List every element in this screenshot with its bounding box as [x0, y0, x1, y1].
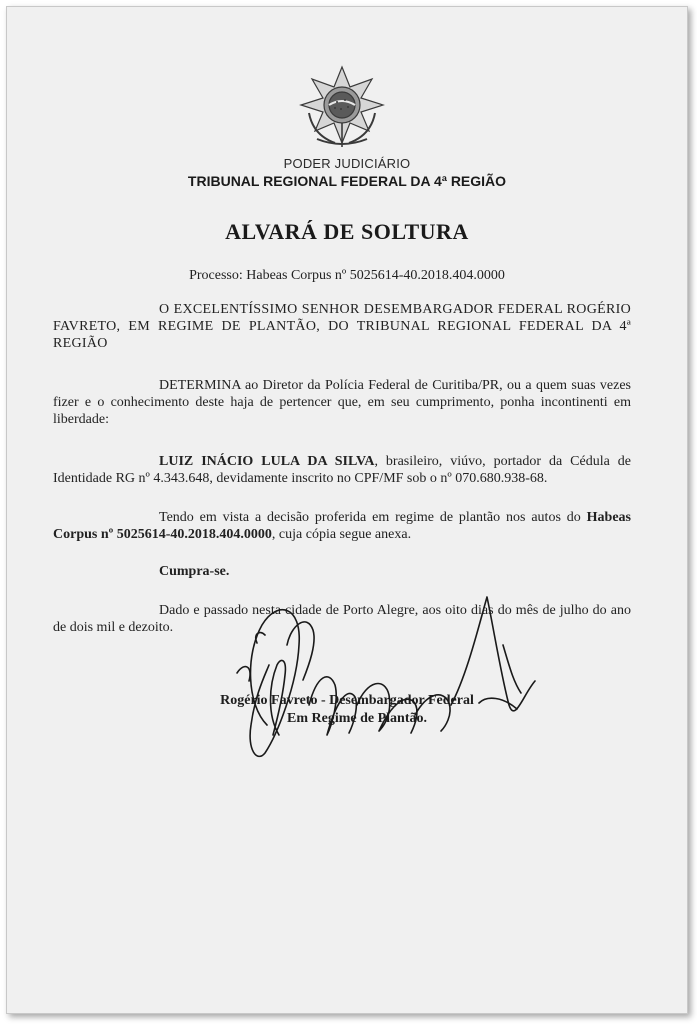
decision-end: , cuja cópia segue anexa. — [271, 527, 412, 542]
paragraph-dado: Dado e passado nesta cidade de Porto Alegre, aos oito dias do mês de julho do ano de dois mil e dezoito. — [53, 603, 631, 635]
authority-heading: PODER JUDICIÁRIO — [283, 156, 411, 171]
document-page — [6, 6, 688, 1014]
brazil-coat-of-arms-icon — [295, 65, 389, 149]
paragraph-authority: O EXCELENTÍSSIMO SENHOR DESEMBARGADOR FEDERAL ROGÉRIO FAVRETO, EM REGIME DE PLANTÃO, DO TRIBUNAL REGIONAL FEDERAL DA 4ª REGIÃO — [53, 302, 631, 351]
document-title: ALVARÁ DE SOLTURA — [225, 219, 469, 244]
cumpra-se: Cumpra-se. — [159, 564, 230, 579]
paragraph-beneficiary — [53, 453, 631, 487]
signer-role: Em Regime de Plantão. — [287, 711, 427, 726]
decision-intro: Tendo em vista a decisão proferida em regime de plantão nos autos do — [159, 510, 587, 525]
processo-line: Processo: Habeas Corpus nº 5025614-40.2018.404.0000 — [189, 268, 505, 283]
habeas-corpus-ref: Habeas Corpus nº 5025614-40.2018.404.0000 — [53, 510, 631, 542]
beneficiary-details: , brasileiro, viúvo, portador da Cédula de Identidade RG nº 4.343.648, devidamente inscrito no CPF/MF sob o nº 070.680.938-68. — [53, 454, 631, 486]
paragraph-decision — [53, 509, 631, 543]
signer-name: Rogério Favreto - Desembargador Federal — [220, 693, 474, 708]
paragraph-cumpra — [53, 563, 631, 580]
paragraph-determina: DETERMINA ao Diretor da Polícia Federal de Curitiba/PR, ou a quem suas vezes fizer e o conhecimento deste haja de pertencer que, em seu cumprimento, ponha incontinenti em liberdade: — [53, 378, 631, 427]
beneficiary-name: LUIZ INÁCIO LULA DA SILVA — [159, 454, 375, 469]
court-heading: TRIBUNAL REGIONAL FEDERAL DA 4ª REGIÃO — [187, 173, 507, 189]
signature-block — [7, 692, 687, 728]
